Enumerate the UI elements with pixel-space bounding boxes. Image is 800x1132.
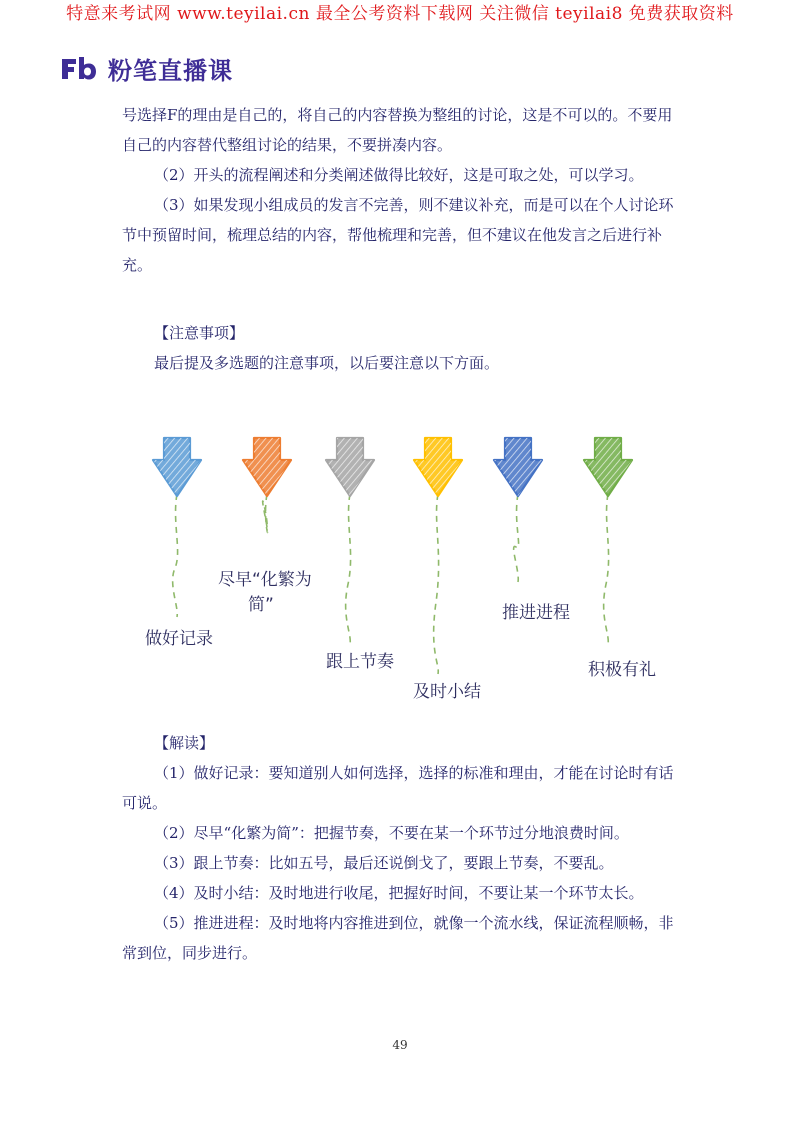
arrow-label: 尽早“化繁为 (218, 570, 312, 590)
arrow-item (494, 438, 570, 623)
arrow-hatch (494, 438, 542, 496)
arrow-item (145, 438, 213, 649)
arrow-item (218, 438, 312, 615)
arrow-label: 做好记录 (145, 629, 213, 649)
notes-intro: 最后提及多选题的注意事项，以后要注意以下方面。 (154, 354, 500, 372)
arrow-hatch (153, 438, 201, 496)
intro-section (122, 100, 682, 280)
reading-paragraph: （5）推进进程：及时地将内容推进到位，就像一个流水线，保证流程顺畅，非常到位，同步进行。 (122, 914, 674, 962)
arrow-label: 积极有礼 (588, 660, 656, 680)
arrow-label: 及时小结 (413, 682, 481, 702)
arrow-hatch (414, 438, 462, 496)
dashed-string (346, 494, 351, 644)
reading-paragraph: （4）及时小结：及时地进行收尾，把握好时间，不要让某一个环节太长。 (154, 884, 644, 902)
notes-infographic (140, 432, 680, 707)
reading-heading: 【解读】 (154, 734, 215, 752)
arrow-item (326, 438, 394, 672)
logo-text: 粉笔直播课 (108, 56, 233, 85)
page-number: 49 (392, 1038, 408, 1052)
dashed-string (434, 494, 439, 674)
notes-heading: 【注意事项】 (154, 324, 245, 342)
notes-section (122, 318, 682, 378)
arrow-hatch (584, 438, 632, 496)
arrow-label: 跟上节奏 (326, 652, 394, 672)
reading-paragraph: （3）跟上节奏：比如五号，最后还说倒戈了，要跟上节奏，不要乱。 (154, 854, 614, 872)
top-banner: 特意来考试网 www.teyilai.cn 最全公考资料下载网 关注微信 teyilai8 免费获取资料 (66, 4, 734, 24)
intro-paragraph: （2）开头的流程阐述和分类阐述做得比较好，这是可取之处，可以学习。 (154, 166, 644, 184)
dashed-string (604, 494, 609, 644)
intro-paragraph: 号选择F的理由是自己的，将自己的内容替换为整组的讨论，这是不可以的。不要用自己的内容替代整组讨论的结果，不要拼凑内容。 (122, 106, 673, 154)
arrow-group (145, 438, 656, 702)
arrow-item (584, 438, 656, 680)
dashed-string (173, 494, 178, 617)
reading-paragraph: （1）做好记录：要知道别人如何选择，选择的标准和理由，才能在讨论时有话可说。 (122, 764, 674, 812)
dashed-string (263, 494, 268, 532)
fenbi-fb-logo-icon (60, 55, 98, 81)
logo (60, 50, 233, 86)
arrow-hatch (326, 438, 374, 496)
intro-paragraph: （3）如果发现小组成员的发言不完善，则不建议补充，而是可以在个人讨论环节中预留时间，梳理总结的内容，帮他梳理和完善，但不建议在他发言之后进行补充。 (122, 196, 674, 274)
reading-section (122, 728, 682, 968)
arrow-hatch (243, 438, 291, 496)
reading-paragraph: （2）尽早“化繁为简”：把握节奏，不要在某一个环节过分地浪费时间。 (154, 824, 629, 842)
arrow-item (413, 438, 481, 702)
arrow-label: 简” (248, 595, 274, 615)
arrow-label: 推进进程 (502, 603, 570, 623)
dashed-string (514, 494, 519, 582)
